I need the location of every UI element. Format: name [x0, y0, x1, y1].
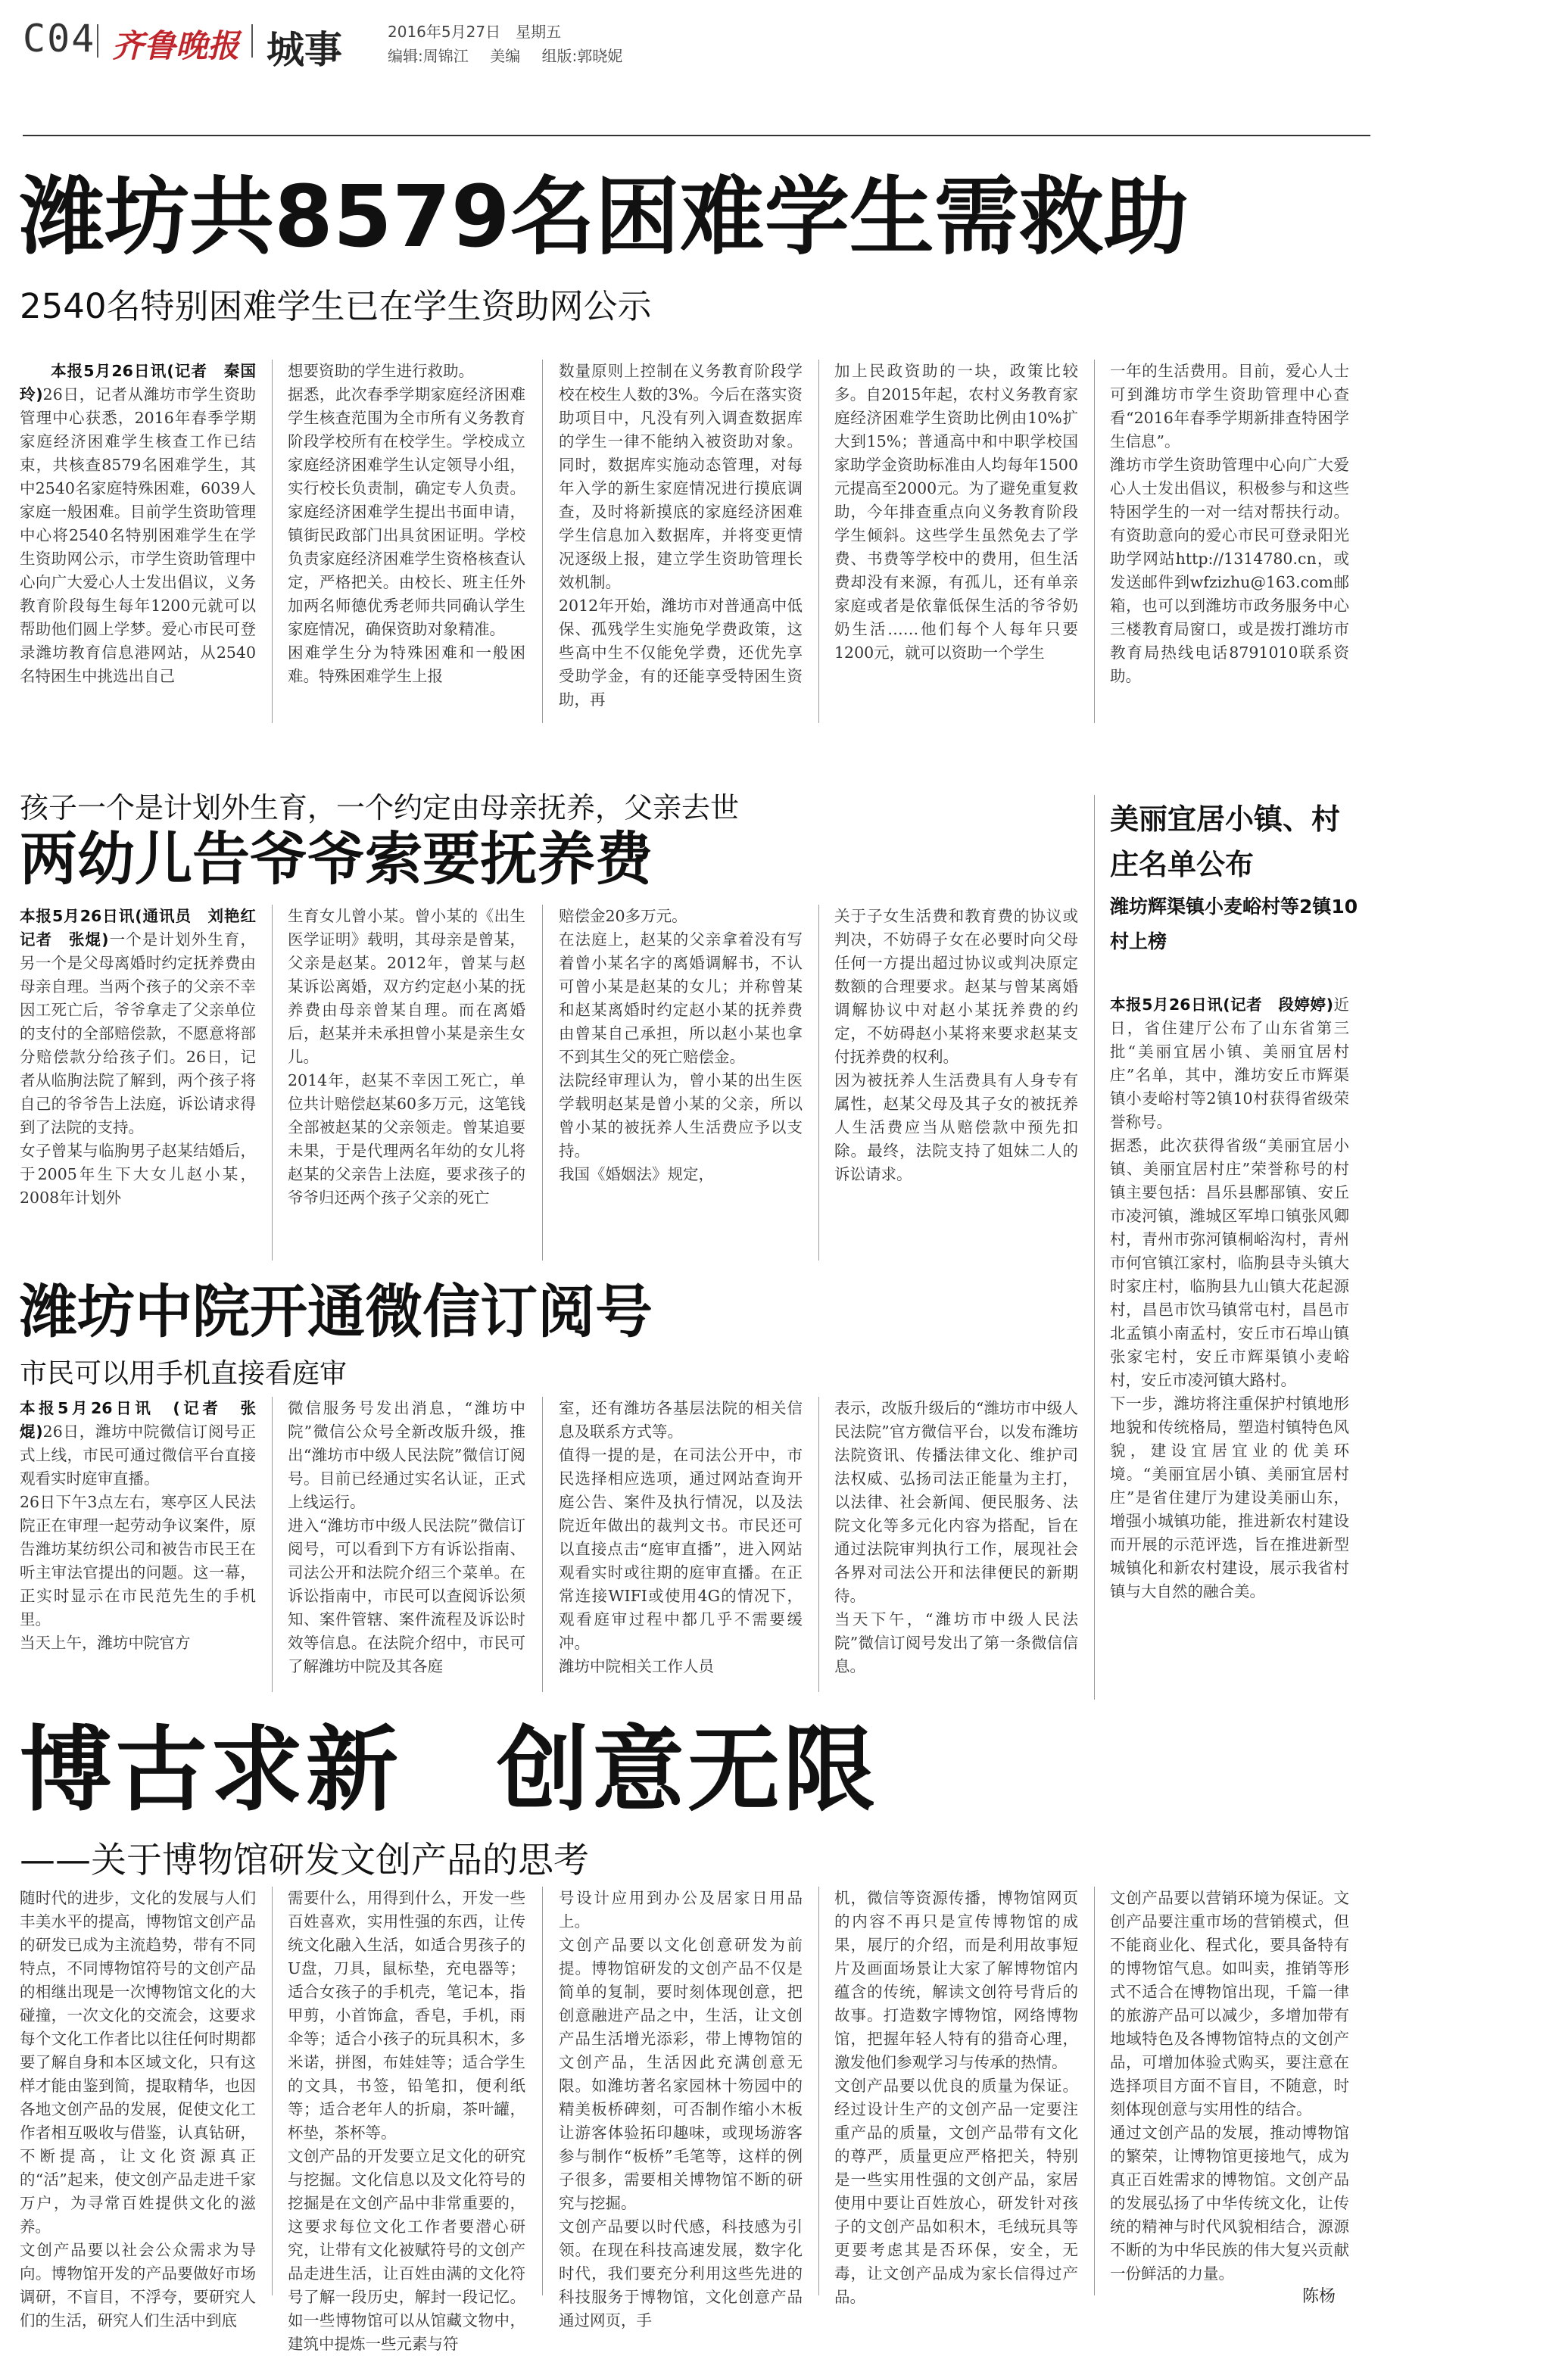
article3-text: 表示，改版升级后的“潍坊市中级人民法院”官方微信平台，以发布潍坊法院资讯、传播法律文化、维护司法权威、弘扬司法正能量为主打，以法律、社会新闻、便民服务、法院文化等多元化内容为搭配，旨在通过法院审判执行工作，展现社会各界对司法公开和法律便民的新期待。 当天下午，“潍坊市中级人民法院”微信订阅号发出了第一条微信信息。 [834, 1399, 1078, 1675]
newspaper-logo: 齐鲁晚报 [112, 27, 240, 64]
sidebar-text: 近日，省住建厅公布了山东省第三批“美丽宜居小镇、美丽宜居村庄”名单，其中，潍坊安丘市辉渠镇小麦峪村等2镇10村获得省级荣誉称号。 据悉，此次获得省级“美丽宜居小镇、美丽宜居村庄”荣誉称号的村镇主要包括：昌乐县鄌郚镇、安丘市凌河镇，潍城区军埠口镇张风卿村，青州市弥河镇桐峪沟村，青州市何官镇江家村，临朐县寺头镇大时家庄村，临朐县九山镇大花起源村，昌邑市饮马镇常屯村，昌邑市北孟镇小南孟村，安丘市石埠山镇张家宅村，安丘市辉渠镇小麦峪村，安丘市凌河镇大路村。 下一步，潍坊将注重保护村镇地形地貌和传统格局，塑造村镇特色风貌，建设宜居宜业的优美环境。“美丽宜居小镇、美丽宜居村庄”是省住建厅为建设美丽山东，增强小城镇功能，推进新农村建设而开展的示范评选，旨在推进新型城镇化和新农村建设，展示我省村镇与大自然的融合美。 [1110, 996, 1350, 1600]
article1-headline: 潍坊共8579名困难学生需救助 [20, 168, 1189, 266]
article1-column-2 [288, 360, 525, 731]
article1-text: 一年的生活费用。目前，爱心人士可到潍坊市学生资助管理中心查看“2016年春季学期新排查特困学生信息”。 潍坊市学生资助管理中心向广大爱心人士发出倡议，积极参与和这些特困学生的一对一结对帮扶行动。有资助意向的爱心市民可登录阳光助学网站http://1314780.cn，或发送邮件到wfzizhu@163.com邮箱，也可以到潍坊市政务服务中心三楼教育局窗口，或是拨打潍坊市教育局热线电话8791010联系资助。 [1110, 362, 1349, 685]
article4-subheadline: ——关于博物馆研发文创产品的思考 [20, 1840, 589, 1881]
article3-column-4 [834, 1397, 1078, 1700]
column-rule [542, 1887, 543, 2295]
column-rule [272, 1397, 273, 1692]
column-rule [542, 360, 543, 723]
article4-column-2 [288, 1887, 525, 2353]
section-name: 城事 [267, 28, 342, 72]
masthead-divider [97, 24, 98, 58]
masthead-rule [23, 135, 1370, 136]
article1-text: 加上民政资助的一块，政策比较多。自2015年起，农村义务教育家庭经济困难学生资助比例由10%扩大到15%；普通高中和中职学校国家助学金资助标准由人均每年1500元提高至2000元。为了避免重复救助，今年排查重点向义务教育阶段学生倾斜。这些学生虽然免去了学费、书费等学校中的费用，但生活费却没有来源，有孤儿，还有单亲家庭或者是依靠低保生活的爷爷奶奶生活……他们每个人每年只要1200元，就可以资助一个学生 [834, 362, 1078, 662]
issue-date: 2016年5月27日 星期五 [388, 23, 562, 41]
column-rule [818, 1397, 819, 1692]
article4-text: 随时代的进步，文化的发展与人们丰美水平的提高，博物馆文创产品的研发已成为主流趋势，带有不同特点，不同博物馆符号的文创产品的相继出现是一次博物馆文化的大碰撞，一次文化的交流会，这要求每个文化工作者比以往任何时期都要了解自身和本区域文化，只有这样才能由鉴到简，提取精华，也因各地文创产品的发展，促使文化工作者相互吸收与借鉴，认真钻研，不断提高，让文化资源真正的“活”起来，使文创产品走进千家万户，为寻常百姓提供文化的滋养。 文创产品要以社会公众需求为导向。博物馆开发的产品要做好市场调研，不盲目，不浮夸，要研究人们的生活，研究人们生活中到底 [20, 1889, 256, 2330]
article4-text: 机，微信等资源传播，博物馆网页的内容不再只是宣传博物馆的成果，展厅的介绍，而是利用故事短片及画面场景让大家了解博物馆内蕴含的传统，解读文创符号背后的故事。打造数字博物馆，网络博物馆，把握年轻人特有的猎奇心理，激发他们参观学习与传承的热情。 文创产品要以优良的质量为保证。经过设计生产的文创产品一定要注重产品的质量，文创产品带有文化的尊严，质量更应严格把关，特别是一些实用性强的文创产品，家居使用中要让百姓放心，研发针对孩子的文创产品如积木，毛绒玩具等更要考虑其是否环保，安全，无毒，让文创产品成为家长信得过产品。 [834, 1889, 1078, 2306]
article1-column-4 [834, 360, 1078, 731]
article3-text: 室，还有潍坊各基层法院的相关信息及联系方式等。 值得一提的是，在司法公开中，市民选择相应选项，通过网站查询开庭公告、案件及执行情况，以及法院近年做出的裁判文书。市民还可以直接点击“庭审直播”，进入网站观看实时或往期的庭审直播。在正常连接WIFI或使用4G的情况下，观看庭审过程中都几乎不需要缓冲。 潍坊中院相关工作人员 [559, 1399, 803, 1675]
sidebar-rule [1094, 795, 1095, 1700]
article1-text: 数量原则上控制在义务教育阶段学校在校生人数的3%。今后在落实资助项目中，凡没有列入调查数据库的学生一律不能纳入被资助对象。同时，数据库实施动态管理，对每年入学的新生家庭情况进行摸底调查，及时将新摸底的家庭经济困难学生信息加入数据库，并将变更情况逐级上报，建立学生资助管理长效机制。 2012年开始，潍坊市对普通高中低保、孤残学生实施免学费政策，这些高中生不仅能免学费，还优先享受助学金，有的还能享受特困生资助，再 [559, 362, 803, 709]
sidebar-body [1110, 993, 1349, 1694]
column-rule [272, 360, 273, 723]
sidebar-subheadline: 潍坊辉渠镇小麦峪村等2镇10村上榜 [1110, 896, 1358, 952]
article2-column-3 [559, 905, 803, 1264]
article1-column-3 [559, 360, 803, 731]
article3-text: 微信服务号发出消息，“潍坊中院”微信公众号全新改版升级，推出“潍坊市中级人民法院”微信订阅号。目前已经通过实名认证，正式上线运行。 进入“潍坊市中级人民法院”微信订阅号，可以看到下方有诉讼指南、司法公开和法院介绍三个菜单。在诉讼指南中，市民可以查阅诉讼须知、案件管辖、案件流程及诉讼时效等信息。在法院介绍中，市民可了解潍坊中院及其各庭 [288, 1399, 525, 1675]
article4-author: 陈杨 [1302, 2287, 1336, 2306]
article1-column-5 [1110, 360, 1349, 731]
column-rule [542, 905, 543, 1261]
layout-credit: 组版:郭晓妮 [541, 47, 623, 65]
article2-lead: 本报5月26日讯(通讯员 刘艳红 记者 张焜) [20, 907, 272, 949]
article4-column-4 [834, 1887, 1078, 2306]
article3-column-3 [559, 1397, 803, 1700]
article2-kicker: 孩子一个是计划外生育，一个约定由母亲抚养，父亲去世 [20, 791, 740, 824]
article4-text: 需要什么，用得到什么，开发一些百姓喜欢，实用性强的东西，让传统文化融入生活，如适合男孩子的U盘，刀具，鼠标垫，充电器等；适合女孩子的手机壳，笔记本，指甲剪，小首饰盒，香皂，手机，雨伞等；适合小孩子的玩具积木，多米诺，拼图，布娃娃等；适合学生的文具，书签，铅笔扣，便利纸等；适合老年人的折扇，茶叶罐，杯垫，茶杯等。 文创产品的开发要立足文化的研究与挖掘。文化信息以及文化符号的挖掘是在文创产品中非常重要的，这要求每位文化工作者要潜心研究，让带有文化被赋符号的文创产品走进生活，让百姓由满的文化符号了解一段历史，解封一段记忆。如一些博物馆可以从馆藏文物中，建筑中提炼一些元素与符 [288, 1889, 525, 2353]
sidebar-lead: 本报5月26日讯(记者 段婷婷) [1110, 996, 1333, 1014]
designer-credit: 美编 [490, 47, 521, 65]
article3-headline: 潍坊中院开通微信订阅号 [20, 1278, 653, 1345]
column-rule [272, 905, 273, 1261]
article2-column-4 [834, 905, 1078, 1264]
article4-column-3 [559, 1887, 803, 2330]
article4-column-5 [1110, 1887, 1349, 2283]
article1-subheadline: 2540名特别困难学生已在学生资助网公示 [20, 286, 652, 326]
column-rule [272, 1887, 273, 2295]
column-rule [818, 1887, 819, 2295]
article1-text: 想要资助的学生进行救助。 据悉，此次春季学期家庭经济困难学生核查范围为全市所有义务教育阶段学校所有在校学生。学校成立家庭经济困难学生认定领导小组，实行校长负责制，确定专人负责。家庭经济困难学生提出书面申请，镇街民政部门出具贫困证明。学校负责家庭经济困难学生资格核查认定，严格把关。由校长、班主任外加两名师德优秀老师共同确认学生家庭情况，确保资助对象精准。 困难学生分为特殊困难和一般困难。特殊困难学生上报 [288, 362, 525, 685]
masthead-credits [388, 44, 639, 66]
article4-text: 号设计应用到办公及居家日用品上。 文创产品要以文化创意研发为前提。博物馆研发的文创产品不仅是简单的复制，要时刻体现创意，把创意融进产品之中，生活，让文创产品生活增光添彩，带上博物馆的文创产品，生活因此充满创意无限。如潍坊著名家园林十笏园中的精美板桥碑刻，可否制作缩小木板让游客体验拓印趣味，或现场游客参与制作“板桥”毛笔等，这样的例子很多，需要相关博物馆不断的研究与挖掘。 文创产品要以时代感，科技感为引领。在现在科技高速发展，数字化时代，我们要充分利用这些先进的科技服务于博物馆，文化创意产品通过网页，手 [559, 1889, 803, 2330]
editor-credit: 编辑:周锦江 [388, 47, 469, 65]
article2-text: 赔偿金20多万元。 在法庭上，赵某的父亲拿着没有写着曾小某名字的离婚调解书，不认可曾小某是赵某的女儿；并称曾某和赵某离婚时约定赵小某的抚养费由曾某自己承担，所以赵小某也拿不到其生父的死亡赔偿金。 法院经审理认为，曾小某的出生医学载明赵某是曾小某的父亲，所以曾小某的被抚养人生活费应予以支持。 我国《婚姻法》规定， [559, 907, 803, 1183]
sidebar-headline: 美丽宜居小镇、村庄名单公布 [1110, 802, 1341, 881]
article2-headline: 两幼儿告爷爷索要抚养费 [20, 825, 653, 893]
page-number: C04 [23, 17, 96, 61]
article2-column-1 [20, 905, 272, 1264]
article3-lead: 本报5月26日讯 (记者 张焜) [20, 1399, 256, 1441]
article3-subheadline: 市民可以用手机直接看庭审 [20, 1358, 348, 1389]
article3-text: 26日，潍坊中院微信订阅号正式上线，市民可通过微信平台直接观看实时庭审直播。 26日下午3点左右，寒亭区人民法院正在审理一起劳动争议案件，原告潍坊某纺织公司和被告市民王在听主审法官提出的问题。这一幕，正实时显示在市民范先生的手机里。 当天上午，潍坊中院官方 [20, 1423, 257, 1652]
article2-text: 生育女儿曾小某。曾小某的《出生医学证明》载明，其母亲是曾某，父亲是赵某。2012年，曾某与赵某诉讼离婚，双方约定赵小某的抚养费由母亲曾某自理。而在离婚后，赵某并未承担曾小某是亲生女儿。 2014年，赵某不幸因工死亡，单位共计赔偿赵某60多万元，这笔钱全部被赵某的父亲领走。曾某追要未果，于是代理两名年幼的女儿将赵某的父亲告上法庭，要求孩子的爷爷归还两个孩子父亲的死亡 [288, 907, 525, 1207]
article3-column-2 [288, 1397, 525, 1700]
article2-text: 关于子女生活费和教育费的协议或判决，不妨碍子女在必要时向父母任何一方提出超过协议或判决原定数额的合理要求。赵某与曾某离婚调解协议中对赵小某抚养费的约定，不妨碍赵小某将来要求赵某支付抚养费的权利。 因为被抚养人生活费具有人身专有属性，赵某父母及其子女的被抚养人生活费应当从赔偿款中预先扣除。最终，法院支持了姐妹二人的诉讼请求。 [834, 907, 1078, 1183]
article4-headline: 博古求新 创意无限 [20, 1716, 878, 1824]
article4-text: 文创产品要以营销环境为保证。文创产品要注重市场的营销模式，但不能商业化、程式化，要具备特有的博物馆气息。如叫卖，推销等形式不适合在博物馆出现，千篇一律的旅游产品可以减少，多增加带有地域特色及各博物馆特点的文创产品，可增加体验式购买，要注意在选择项目方面不盲目，不随意，时刻体现创意与实用性的结合。 通过文创产品的发展，推动博物馆的繁荣，让博物馆更接地气，成为真正百姓需求的博物馆。文创产品的发展弘扬了中华传统文化，让传统的精神与时代风貌相结合，源源不断的为中华民族的伟大复兴贡献一份鲜活的力量。 [1110, 1889, 1349, 2283]
column-rule [1094, 360, 1095, 723]
article1-column-1 [20, 360, 256, 731]
column-rule [1094, 1887, 1095, 2295]
article3-column-1 [20, 1397, 256, 1700]
column-rule [818, 905, 819, 1261]
article4-column-1 [20, 1887, 256, 2330]
article1-text: 26日，记者从潍坊市学生资助管理中心获悉，2016年春季学期家庭经济困难学生核查工作已结束，共核查8579名困难学生，其中2540名家庭特殊困难，6039人家庭一般困难。目前学生资助管理中心将2540名特别困难学生在学生资助网公示，市学生资助管理中心向广大爱心人士发出倡议，义务教育阶段每生每年1200元就可以帮助他们圆上学梦。爱心市民可登录潍坊教育信息港网站，从2540名特困生中挑选出自己 [20, 385, 257, 685]
article2-text: 一个是计划外生育，另一个是父母离婚时约定抚养费由母亲自理。当两个孩子的父亲不幸因工死亡后，爷爷拿走了父亲单位的支付的全部赔偿款，不愿意将部分赔偿款分给孩子们。26日，记者从临朐法院了解到，两个孩子将自己的爷爷告上法庭，诉讼请求得到了法院的支持。 女子曾某与临朐男子赵某结婚后，于2005年生下大女儿赵小某，2008年计划外 [20, 930, 256, 1207]
column-rule [818, 360, 819, 723]
article2-column-2 [288, 905, 525, 1264]
column-rule [542, 1397, 543, 1692]
masthead-divider [251, 24, 253, 58]
article1-lead: 本报5月26日讯(记者 秦国玲) [20, 362, 256, 404]
